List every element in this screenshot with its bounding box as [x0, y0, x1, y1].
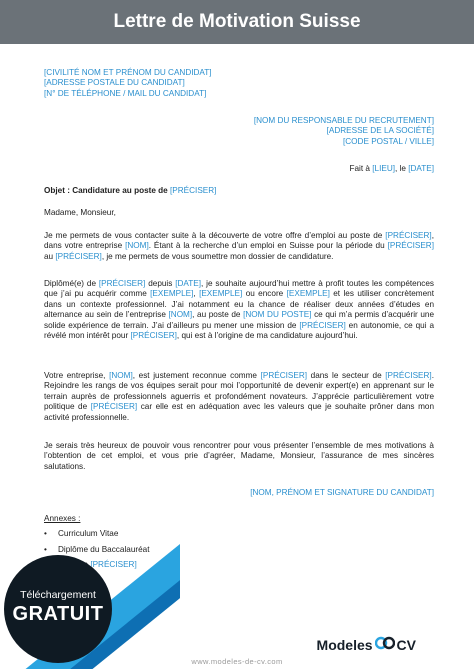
sender-block — [44, 68, 434, 99]
sender-name: [CIVILITÉ NOM ET PRÉNOM DU CANDIDAT] — [44, 68, 212, 77]
recipient-address: [ADRESSE DE LA SOCIÉTÉ] — [326, 126, 434, 136]
badge-line-1: Téléchargement — [20, 589, 96, 601]
paragraph-3: Votre entreprise, [NOM], est justement reconnue comme [PRÉCISER] dans le secteur de [PRÉCISER]. Rejoindre les rangs de vos équipes serait pour moi l’opportunité de devenir expert(e) en apprenant sur le terrain auprès de professionnels aguerris et profondément novateurs. J’apprécie particulièrement votre politique de [PRÉCISER] car elle est en adéquation avec les valeurs que je souhaite prôner dans mon activité professionnelle. — [44, 371, 435, 422]
signature-placeholder: [NOM, PRÉNOM ET SIGNATURE DU CANDIDAT] — [250, 488, 434, 497]
list-item: • [PRÉCISER] — [44, 560, 434, 570]
sender-contact: [N° DE TÉLÉPHONE / MAIL DU CANDIDAT] — [44, 88, 207, 98]
recipient-block — [44, 116, 434, 147]
header-bar — [0, 0, 474, 44]
page-title: Lettre de Motivation Suisse — [113, 11, 361, 32]
subject-line: Objet : Candidature au poste de [PRÉCISER] — [44, 186, 217, 195]
footer-url[interactable]: www.modeles-de-cv.com — [191, 657, 283, 666]
paragraph-4: Je serais très heureux de pouvoir vous rencontrer pour vous présenter l’ensemble de mes motivations à l’obtention de cet emploi, et vous prie d’agréer, Madame, Monsieur, l’assurance de mes sincères salutations. — [44, 441, 434, 471]
badge-line-2: GRATUIT — [12, 603, 104, 625]
subject-placeholder: [PRÉCISER] — [170, 186, 217, 195]
date-line: Fait à [LIEU], le [DATE] — [349, 164, 434, 173]
date-placeholder: [DATE] — [408, 164, 434, 173]
download-badge-area — [0, 539, 180, 669]
download-badge[interactable] — [4, 555, 112, 663]
recipient-name: [NOM DU RESPONSABLE DU RECRUTEMENT] — [253, 116, 434, 125]
paragraph-1: Je me permets de vous contacter suite à la découverte de votre offre d’emploi au poste de [PRÉCISER], dans votre entreprise [NOM]. Étant à la recherche d’un emploi en Suisse pour la période du [PRÉCISER] au [PRÉCISER], je me permets de vous soumettre mon dossier de candidature. — [44, 231, 434, 261]
brand-logo: Modeles CV — [316, 636, 416, 653]
recipient-city: [CODE POSTAL / VILLE] — [342, 136, 434, 146]
place-placeholder: [LIEU] — [372, 164, 396, 173]
paragraph-2: Diplômé(e) de [PRÉCISER] depuis [DATE], je souhaite aujourd’hui mettre à profit toutes les compétences que j’ai pu acquérir comme [EXEMPLE], [EXEMPLE] ou encore [EXEMPLE] et les utiliser concrètement dans un contexte professionnel. J’ai notamment eu la chance de réaliser deux années d’études en alternance au sein de l’entreprise [NOM], au poste de [NOM DU POSTE] ce qui m’a permis d’acquérir une solide expérience de terrain. J’ai d’ailleurs pu mener une mission de [PRÉCISER] en autonomie, ce qui a révélé mon intérêt pour [PRÉCISER], qui est à l’origine de ma candidature aujourd’hui. — [44, 279, 435, 341]
sender-address: [ADRESSE POSTALE DU CANDIDAT] — [44, 78, 185, 88]
annexes-title: Annexes : — [44, 514, 81, 523]
salutation: Madame, Monsieur, — [44, 208, 116, 217]
list-item: • Curriculum Vitae — [44, 529, 434, 539]
logo-mark-icon — [375, 636, 395, 653]
list-item: • Diplôme du Baccalauréat — [44, 545, 434, 555]
